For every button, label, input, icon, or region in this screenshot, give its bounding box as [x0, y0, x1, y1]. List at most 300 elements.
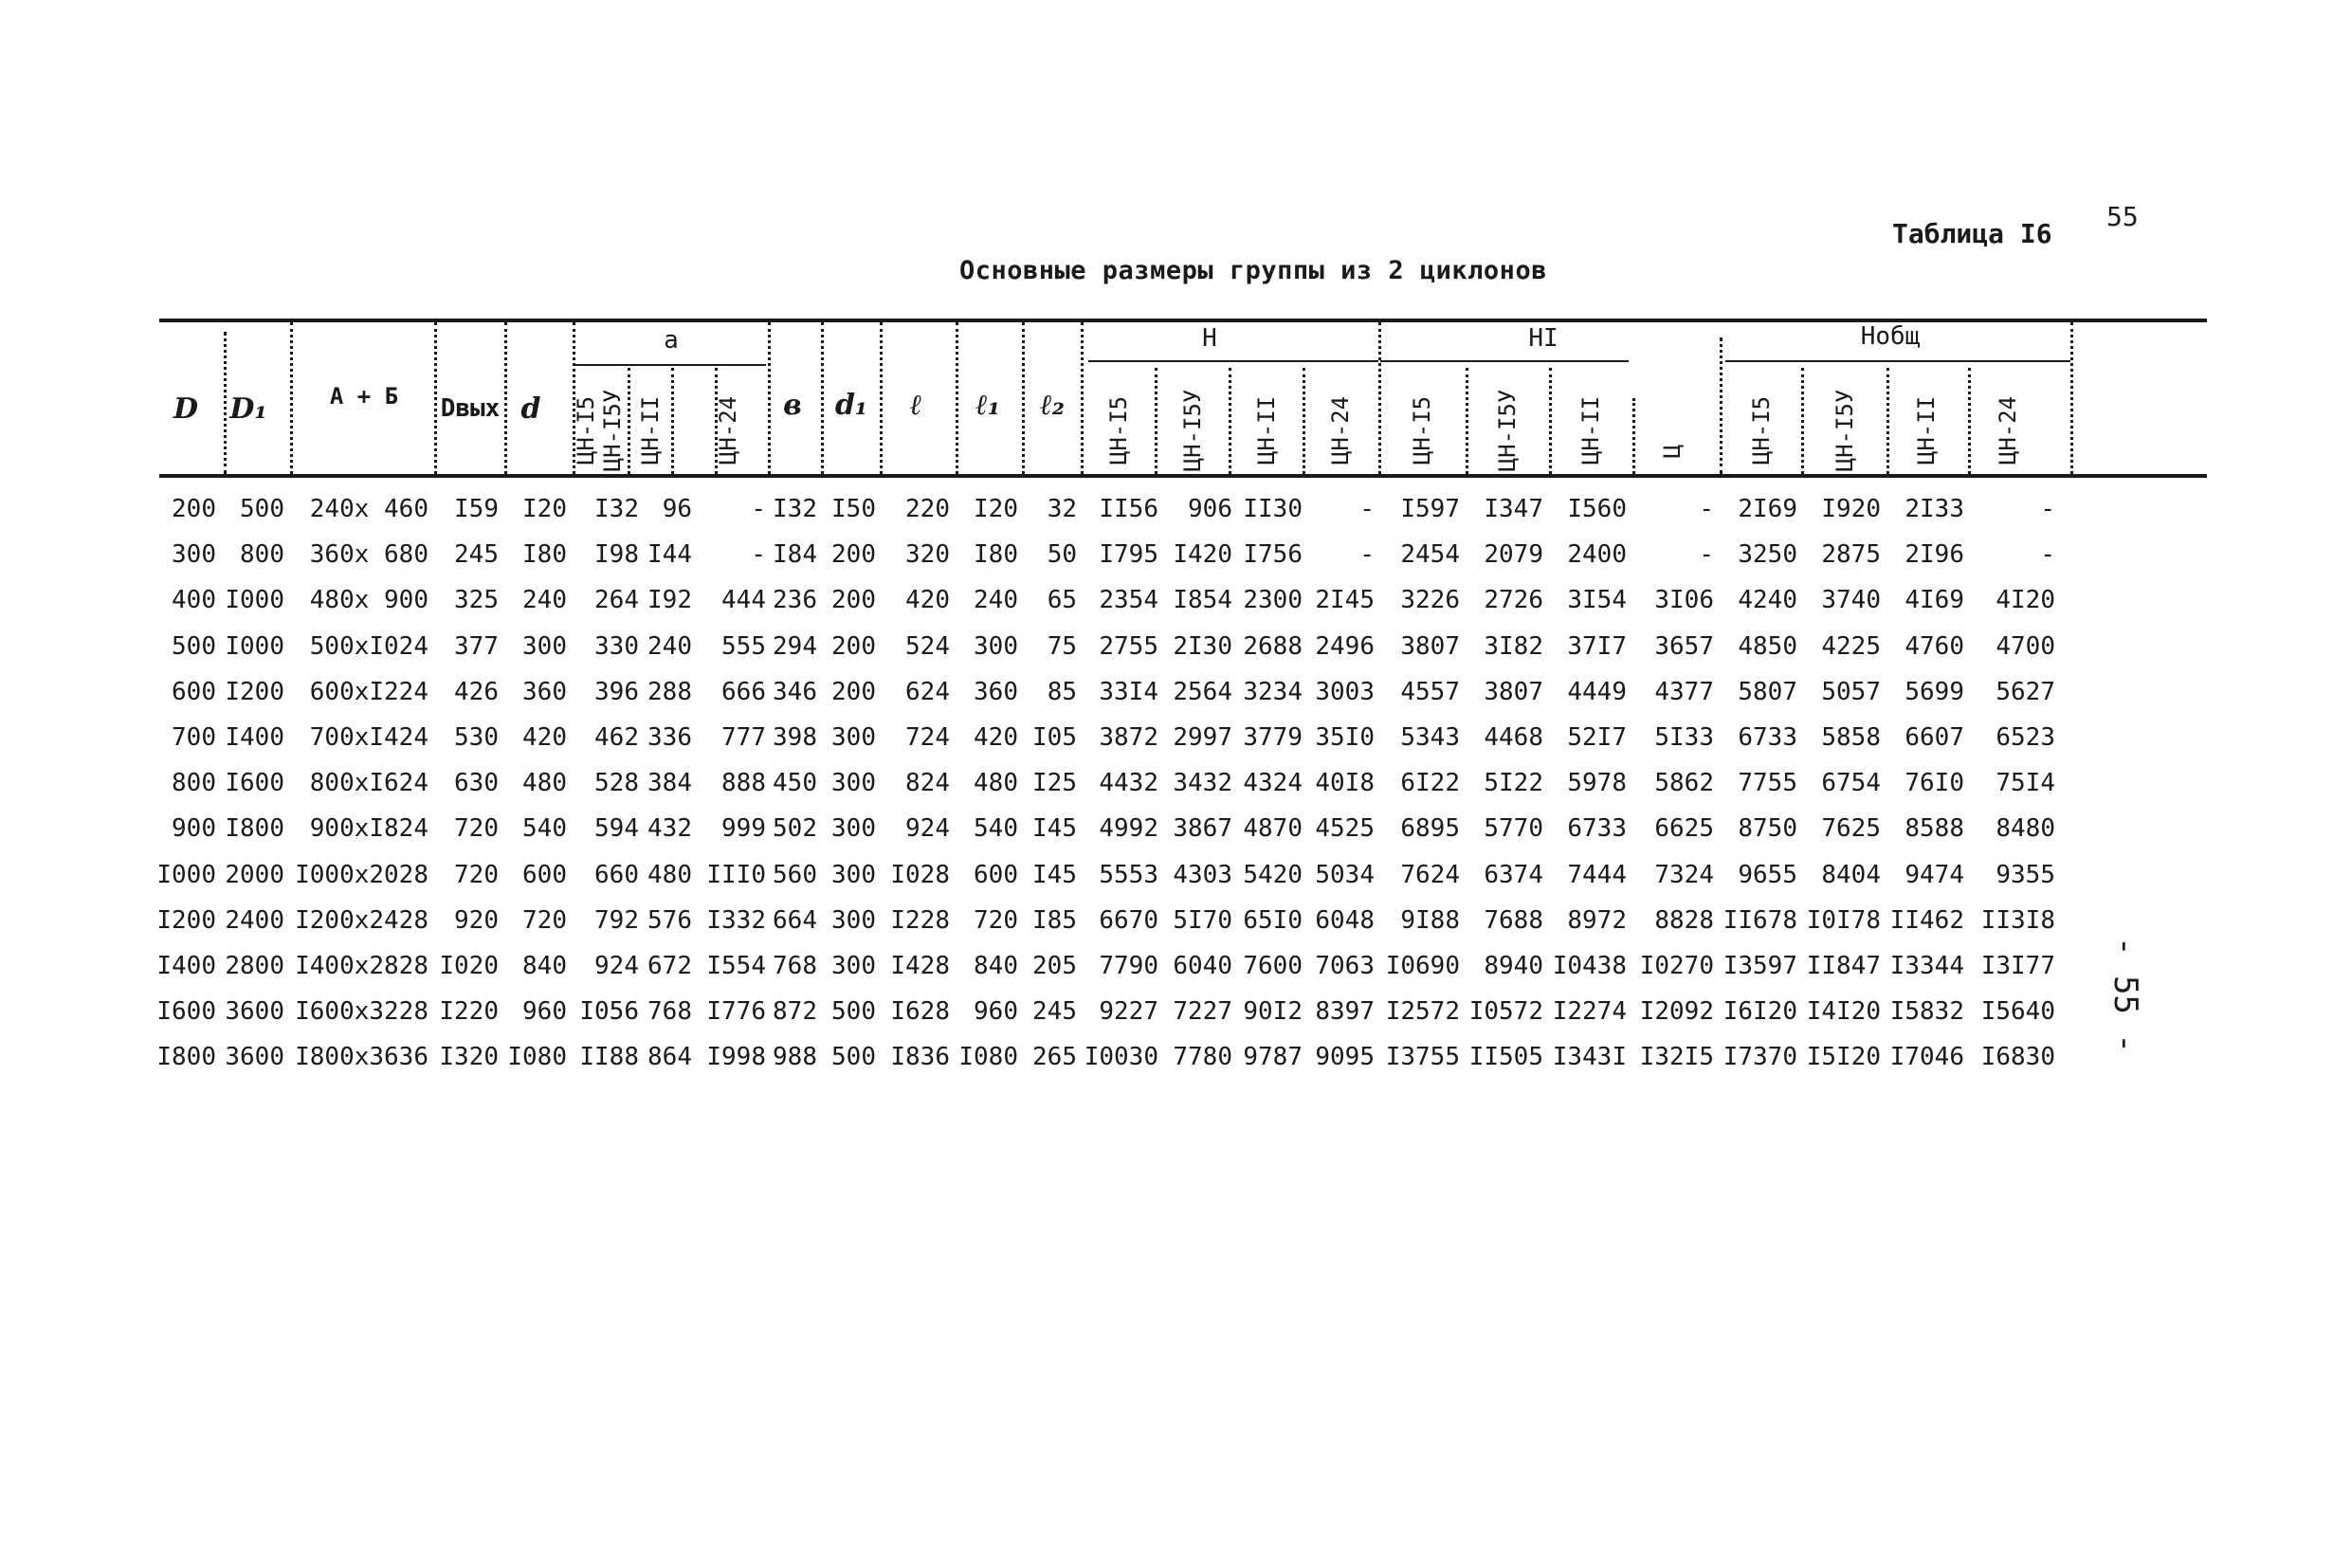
table-cell: 720 — [522, 905, 567, 935]
table-cell: 300 — [831, 814, 876, 844]
table-cell: 8750 — [1738, 814, 1797, 844]
table-cell: 724 — [905, 723, 950, 752]
table-cell: I05 — [1032, 723, 1077, 752]
table-cell: I0I78 — [1806, 905, 1881, 935]
table-cell: 205 — [1032, 952, 1077, 980]
table-cell: 4432 — [1099, 769, 1158, 798]
table-cell: 40I8 — [1315, 769, 1375, 798]
table-cell: 2079 — [1484, 540, 1543, 570]
table-cell: 240 — [647, 631, 692, 661]
table-cell: 3250 — [1738, 540, 1797, 570]
table-cell: 594 — [594, 814, 639, 844]
table-cell: I20 — [974, 495, 1018, 523]
table-cell: I000 — [156, 860, 216, 889]
table-cell: 999 — [721, 814, 766, 844]
table-cell: 540 — [522, 814, 567, 844]
table-cell: 450 — [773, 769, 817, 798]
header-H1: НI — [1528, 324, 1558, 353]
table-cell: I32I5 — [1639, 1043, 1714, 1072]
table-cell: 9474 — [1904, 860, 1964, 889]
table-cell: 6754 — [1821, 769, 1881, 798]
table-cell: I2274 — [1552, 997, 1627, 1027]
table-cell: 2726 — [1484, 586, 1543, 615]
table-cell: 6625 — [1654, 814, 1714, 844]
header-H-cn11: ЦН-II — [1253, 395, 1280, 465]
table-cell: I200 — [225, 677, 284, 706]
table-cell: 2997 — [1173, 723, 1232, 752]
table-cell: I836 — [890, 1043, 950, 1072]
table-cell: I343I — [1552, 1043, 1627, 1072]
table-cell: I6830 — [1980, 1043, 2055, 1072]
table-cell: 384 — [647, 769, 692, 798]
table-cell: I228 — [890, 905, 950, 935]
table-cell: I2572 — [1385, 997, 1460, 1027]
table-cell: 4303 — [1173, 860, 1232, 889]
header-a-cn24: ЦН-24 — [715, 395, 741, 465]
table-cell: I756 — [1243, 540, 1303, 570]
table-cell: 3I06 — [1654, 586, 1714, 615]
table-cell: 4850 — [1738, 631, 1797, 661]
side-page-number: - 55 - — [2106, 937, 2144, 1053]
group-rule-H1 — [1380, 360, 1629, 362]
col-separator — [2070, 322, 2073, 474]
table-cell: 2496 — [1315, 631, 1375, 661]
table-cell: 7625 — [1821, 814, 1881, 844]
col-separator — [1632, 398, 1635, 474]
table-cell: 700xI424 — [309, 723, 428, 752]
header-H-cn15u: ЦН-I5У — [1179, 389, 1206, 472]
table-cell: 924 — [905, 814, 950, 844]
table-cell: 502 — [773, 814, 817, 844]
table-cell: I5640 — [1980, 997, 2055, 1027]
table-cell: 3807 — [1484, 677, 1543, 706]
table-cell: 600 — [172, 677, 216, 706]
table-cell: 540 — [974, 814, 1018, 844]
table-cell: 5978 — [1567, 769, 1627, 798]
col-separator — [768, 322, 771, 474]
table-cell: I5832 — [1889, 997, 1964, 1027]
table-cell: 768 — [647, 997, 692, 1027]
table-cell: I000x2028 — [295, 860, 428, 889]
table-cell: 6I22 — [1400, 769, 1460, 798]
table-cell: 90I2 — [1243, 997, 1303, 1027]
table-cell: I597 — [1400, 495, 1460, 523]
table-cell: 7790 — [1099, 952, 1158, 980]
table-cell: 672 — [647, 952, 692, 980]
table-cell: 630 — [454, 769, 499, 798]
table-cell: 530 — [454, 723, 499, 752]
table-cell: I0572 — [1468, 997, 1543, 1027]
table-cell: 65 — [1047, 586, 1077, 615]
table-cell: 4468 — [1484, 723, 1543, 752]
header-H-total: Нобщ — [1860, 322, 1921, 351]
table-cell: 50 — [1047, 540, 1077, 570]
table-cell: - — [1699, 495, 1714, 523]
table-cell: - — [751, 495, 766, 523]
col-separator — [434, 322, 437, 474]
table-cell: 3657 — [1654, 631, 1714, 661]
table-cell: I800x3636 — [295, 1043, 428, 1072]
header-Hob-cn11: ЦН-II — [1913, 395, 1940, 465]
table-cell: II88 — [579, 1043, 639, 1072]
table-cell: I920 — [1821, 495, 1881, 523]
table-cell: 240 — [974, 586, 1018, 615]
table-cell: 8404 — [1821, 860, 1881, 889]
table-cell: 65I0 — [1243, 905, 1303, 935]
table-cell: 2I45 — [1315, 586, 1375, 615]
table-cell: 5034 — [1315, 860, 1375, 889]
table-cell: I056 — [579, 997, 639, 1027]
table-cell: 5420 — [1243, 860, 1303, 889]
table-cell: 5807 — [1738, 677, 1797, 706]
table-cell: 336 — [647, 723, 692, 752]
table-cell: 33I4 — [1099, 677, 1158, 706]
table-cell: I320 — [439, 1043, 499, 1072]
table-cell: I25 — [1032, 769, 1077, 798]
table-cell: 4377 — [1654, 677, 1714, 706]
table-cell: 720 — [454, 814, 499, 844]
table-cell: I400 — [156, 952, 216, 980]
header-d: d — [520, 392, 541, 426]
table-cell: I800 — [225, 814, 284, 844]
table-cell: 2875 — [1821, 540, 1881, 570]
table-cell: 6607 — [1904, 723, 1964, 752]
header-H-cn24: ЦН-24 — [1327, 395, 1354, 465]
table-cell: 480 — [647, 860, 692, 889]
table-cell: I080 — [958, 1043, 1018, 1072]
header-l1: ℓ₁ — [975, 389, 1000, 422]
table-cell: I000 — [225, 586, 284, 615]
table-cell: 5699 — [1904, 677, 1964, 706]
table-cell: 5627 — [1996, 677, 2055, 706]
table-cell: I45 — [1032, 814, 1077, 844]
table-cell: I3597 — [1722, 952, 1797, 980]
table-cell: 2I30 — [1173, 631, 1232, 661]
table-cell: I332 — [706, 905, 766, 935]
table-cell: 2800 — [225, 952, 284, 980]
table-cell: 5858 — [1821, 723, 1881, 752]
table-cell: 300 — [831, 769, 876, 798]
table-cell: 462 — [594, 723, 639, 752]
table-cell: 330 — [594, 631, 639, 661]
table-cell: 8972 — [1567, 905, 1627, 935]
table-cell: 245 — [454, 540, 499, 570]
table-cell: 8480 — [1996, 814, 2055, 844]
table-cell: I7370 — [1722, 1043, 1797, 1072]
table-cell: 600 — [522, 860, 567, 889]
table-cell: 888 — [721, 769, 766, 798]
table-cell: 325 — [454, 586, 499, 615]
table-cell: 360 — [522, 677, 567, 706]
table-cell: I32 — [773, 495, 817, 523]
header-H1-cn24: Ц — [1659, 444, 1686, 459]
table-cell: 85 — [1047, 677, 1077, 706]
table-cell: II678 — [1722, 905, 1797, 935]
table-cell: I428 — [890, 952, 950, 980]
header-l2: ℓ₂ — [1040, 389, 1065, 422]
table-cell: 35I0 — [1315, 723, 1375, 752]
table-cell: 6733 — [1567, 814, 1627, 844]
table-cell: 320 — [905, 540, 950, 570]
table-cell: I854 — [1173, 586, 1232, 615]
table-cell: 600xI224 — [309, 677, 428, 706]
table-cell: I600 — [156, 997, 216, 1027]
table-cell: 660 — [594, 860, 639, 889]
table-cell: 52I7 — [1567, 723, 1627, 752]
table-cell: 480x 900 — [309, 586, 428, 615]
table-cell: 9I88 — [1400, 905, 1460, 935]
table-cell: 4I20 — [1996, 586, 2055, 615]
table-cell: 7063 — [1315, 952, 1375, 980]
table-cell: 288 — [647, 677, 692, 706]
col-separator — [628, 368, 630, 474]
header-H1-cn11: ЦН-II — [1577, 395, 1604, 465]
table-cell: 906 — [1188, 495, 1232, 523]
table-cell: 555 — [721, 631, 766, 661]
table-cell: 3I54 — [1567, 586, 1627, 615]
col-separator — [1022, 322, 1025, 474]
table-cell: I080 — [507, 1043, 567, 1072]
table-cell: 2564 — [1173, 677, 1232, 706]
table-cell: 4700 — [1996, 631, 2055, 661]
table-cell: 9655 — [1738, 860, 1797, 889]
table-cell: 824 — [905, 769, 950, 798]
table-cell: 4I69 — [1904, 586, 1964, 615]
table-cell: 500 — [172, 631, 216, 661]
header-d1: d₁ — [834, 389, 868, 422]
table-cell: 5I33 — [1654, 723, 1714, 752]
header-H: Н — [1202, 324, 1217, 353]
table-cell: 3600 — [225, 997, 284, 1027]
table-cell: 7227 — [1173, 997, 1232, 1027]
col-separator — [1229, 368, 1231, 474]
table-cell: 3740 — [1821, 586, 1881, 615]
table-label: Таблица I6 — [1892, 218, 2052, 249]
table-cell: 792 — [594, 905, 639, 935]
table-cell: 7324 — [1654, 860, 1714, 889]
col-separator — [821, 322, 824, 474]
table-cell: 5553 — [1099, 860, 1158, 889]
table-cell: I776 — [706, 997, 766, 1027]
table-cell: 245 — [1032, 997, 1077, 1027]
table-cell: 5I22 — [1484, 769, 1543, 798]
table-cell: 4870 — [1243, 814, 1303, 844]
header-Hob-cn15u: ЦН-I5У — [1832, 389, 1858, 472]
table-cell: 236 — [773, 586, 817, 615]
header-D-out: Dвых — [440, 394, 501, 423]
table-cell: 5057 — [1821, 677, 1881, 706]
col-separator — [1968, 368, 1971, 474]
table-cell: I44 — [647, 540, 692, 570]
table-cell: 4240 — [1738, 586, 1797, 615]
header-H1-cn15: ЦН-I5 — [1409, 395, 1435, 465]
table-cell: 3600 — [225, 1043, 284, 1072]
table-cell: 9095 — [1315, 1043, 1375, 1072]
table-cell: 7444 — [1567, 860, 1627, 889]
table-cell: I80 — [974, 540, 1018, 570]
table-cell: 200 — [831, 540, 876, 570]
table-cell: 2400 — [225, 905, 284, 935]
table-cell: 664 — [773, 905, 817, 935]
table-cell: 2400 — [1567, 540, 1627, 570]
table-cell: - — [2040, 540, 2055, 570]
table-cell: 900xI824 — [309, 814, 428, 844]
table-cell: 8828 — [1654, 905, 1714, 935]
table-cell: I3344 — [1889, 952, 1964, 980]
table-cell: II462 — [1889, 905, 1964, 935]
table-cell: 4324 — [1243, 769, 1303, 798]
table-cell: 4225 — [1821, 631, 1881, 661]
table-cell: 960 — [522, 997, 567, 1027]
table-cell: 32 — [1047, 495, 1077, 523]
col-separator — [1801, 368, 1804, 474]
table-cell: 7755 — [1738, 769, 1797, 798]
table-cell: 5I70 — [1173, 905, 1232, 935]
table-cell: I80 — [522, 540, 567, 570]
table-cell: I347 — [1484, 495, 1543, 523]
table-cell: I600x3228 — [295, 997, 428, 1027]
col-separator — [290, 322, 293, 474]
table-cell: I0270 — [1639, 952, 1714, 980]
table-cell: 300 — [831, 860, 876, 889]
table-cell: 300 — [522, 631, 567, 661]
table-cell: 524 — [905, 631, 950, 661]
table-cell: 500 — [831, 1043, 876, 1072]
table-cell: II3I8 — [1980, 905, 2055, 935]
table-cell: 988 — [773, 1043, 817, 1072]
col-separator — [1081, 322, 1084, 474]
table-cell: I200x2428 — [295, 905, 428, 935]
table-cell: 600 — [974, 860, 1018, 889]
header-H-cn15: ЦН-I5 — [1105, 395, 1132, 465]
table-cell: 3003 — [1315, 677, 1375, 706]
table-cell: 2354 — [1099, 586, 1158, 615]
col-separator — [1720, 337, 1722, 474]
header-a-cn15u: ЦН-I5У — [599, 389, 626, 472]
header-D: D — [173, 392, 199, 426]
table-cell: I000 — [225, 631, 284, 661]
table-cell: 300 — [974, 631, 1018, 661]
group-rule-H — [1088, 360, 1378, 362]
col-separator — [1466, 368, 1468, 474]
table-cell: 396 — [594, 677, 639, 706]
table-cell: 3432 — [1173, 769, 1232, 798]
table-cell: 300 — [831, 723, 876, 752]
col-separator — [956, 322, 958, 474]
table-cell: 720 — [974, 905, 1018, 935]
col-separator — [1549, 368, 1552, 474]
table-cell: 6670 — [1099, 905, 1158, 935]
table-cell: 2I69 — [1738, 495, 1797, 523]
table-cell: I32 — [594, 495, 639, 523]
table-cell: 220 — [905, 495, 950, 523]
table-cell: I028 — [890, 860, 950, 889]
table-cell: I220 — [439, 997, 499, 1027]
table-cell: 200 — [831, 631, 876, 661]
table-cell: 3234 — [1243, 677, 1303, 706]
table-cell: 8940 — [1484, 952, 1543, 980]
table-cell: 426 — [454, 677, 499, 706]
table-cell: I5I20 — [1806, 1043, 1881, 1072]
table-cell: - — [1699, 540, 1714, 570]
table-cell: 960 — [974, 997, 1018, 1027]
table-cell: 6733 — [1738, 723, 1797, 752]
table-cell: II847 — [1806, 952, 1881, 980]
header-bottom-rule — [159, 474, 2207, 478]
table-cell: 2688 — [1243, 631, 1303, 661]
table-cell: I554 — [706, 952, 766, 980]
table-cell: I45 — [1032, 860, 1077, 889]
table-cell: 200 — [831, 586, 876, 615]
header-Hob-cn15: ЦН-I5 — [1748, 395, 1775, 465]
table-cell: 5862 — [1654, 769, 1714, 798]
table-cell: 6374 — [1484, 860, 1543, 889]
table-cell: I3I77 — [1980, 952, 2055, 980]
table-cell: 398 — [773, 723, 817, 752]
table-cell: 3872 — [1099, 723, 1158, 752]
table-cell: I0438 — [1552, 952, 1627, 980]
table-cell: 9355 — [1996, 860, 2055, 889]
table-cell: 75I4 — [1996, 769, 2055, 798]
table-cell: 346 — [773, 677, 817, 706]
table-cell: 3779 — [1243, 723, 1303, 752]
col-separator — [224, 332, 227, 474]
table-cell: 4760 — [1904, 631, 1964, 661]
table-cell: 777 — [721, 723, 766, 752]
table-cell: I59 — [454, 495, 499, 523]
table-cell: 240 — [522, 586, 567, 615]
table-title: Основные размеры группы из 2 циклонов — [959, 256, 1547, 285]
table-cell: 2I33 — [1904, 495, 1964, 523]
header-a: а — [664, 326, 679, 355]
table-cell: III0 — [706, 860, 766, 889]
table-cell: 2755 — [1099, 631, 1158, 661]
table-cell: 7688 — [1484, 905, 1543, 935]
table-cell: 200 — [172, 495, 216, 523]
table-cell: I020 — [439, 952, 499, 980]
table-cell: - — [1359, 540, 1375, 570]
table-cell: 9787 — [1243, 1043, 1303, 1072]
table-cell: 2300 — [1243, 586, 1303, 615]
header-A-plus-B: А + Б — [329, 383, 399, 410]
table-cell: 864 — [647, 1043, 692, 1072]
table-cell: 900 — [172, 814, 216, 844]
table-cell: 444 — [721, 586, 766, 615]
col-separator — [880, 322, 883, 474]
header-a-cn11: ЦН-II — [637, 395, 664, 465]
group-rule-a — [574, 364, 766, 366]
table-cell: I0690 — [1385, 952, 1460, 980]
table-cell: 300 — [831, 952, 876, 980]
table-cell: 3807 — [1400, 631, 1460, 661]
col-separator — [1155, 368, 1157, 474]
table-cell: 3226 — [1400, 586, 1460, 615]
table-cell: 560 — [773, 860, 817, 889]
table-cell: 800xI624 — [309, 769, 428, 798]
col-separator — [671, 368, 674, 474]
table-cell: 377 — [454, 631, 499, 661]
table-cell: 264 — [594, 586, 639, 615]
table-cell: I200 — [156, 905, 216, 935]
group-rule-Hob — [1725, 360, 2070, 362]
table-cell: - — [751, 540, 766, 570]
table-cell: I400 — [225, 723, 284, 752]
table-cell: I85 — [1032, 905, 1077, 935]
table-cell: 7624 — [1400, 860, 1460, 889]
col-separator — [1886, 368, 1889, 474]
table-cell: I560 — [1567, 495, 1627, 523]
table-cell: 7780 — [1173, 1043, 1232, 1072]
